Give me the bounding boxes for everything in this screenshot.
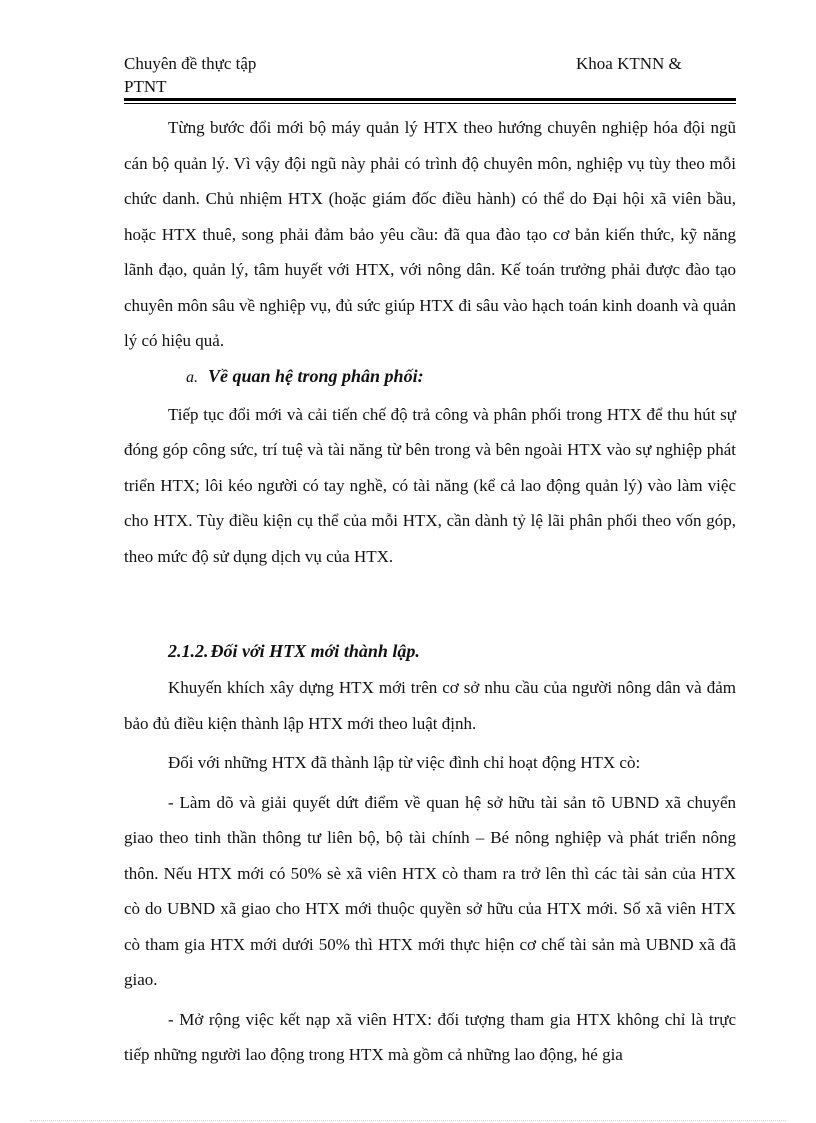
page-bottom-border: [30, 1120, 786, 1121]
section-heading-a-mark: a.: [186, 368, 198, 386]
paragraph-1: Từng bước đổi mới bộ máy quản lý HTX theo hướng chuyên nghiệp hóa đội ngũ cán bộ quản lý. Vì vậy đội ngũ này phải có trình độ chuyên môn, nghiệp vụ tùy theo mỗi chức danh. Chủ nhiệm HTX (hoặc giám đốc điều hành) có thể do Đại hội xã viên bầu, hoặc HTX thuê, song phải đảm bảo yêu cầu: đã qua đào tạo cơ bản kiến thức, kỹ năng lãnh đạo, quản lý, tâm huyết với HTX, với nông dân. Kế toán trưởng phải được đào tạo chuyên môn sâu về nghiệp vụ, đủ sức giúp HTX đi sâu vào hạch toán kinh doanh và quản lý có hiệu quả.: [124, 118, 736, 350]
section-heading-2-1-2: [124, 636, 736, 666]
paragraph-6: - Mở rộng việc kết nạp xã viên HTX: đối tượng tham gia HTX không chỉ là trực tiếp những người lao động trong HTX mà gồm cả những lao động, hé gia: [124, 1009, 736, 1064]
section-heading-a-text: Về quan hệ trong phân phối:: [208, 365, 424, 386]
header-department: Khoa KTNN &: [576, 54, 682, 73]
section-heading-2-1-2-text: Đối với HTX mới thành lập.: [210, 641, 420, 661]
paragraph-3: Khuyến khích xây dựng HTX mới trên cơ sở nhu cầu của người nông dân và đảm bảo đủ điều kiện thành lập HTX mới theo luật định.: [124, 678, 736, 733]
header-title-cont: PTNT: [124, 77, 167, 96]
paragraph-4: Đối với những HTX đã thành lập từ việc đình chỉ hoạt động HTX cò:: [168, 753, 641, 772]
section-heading-2-1-2-number: 2.1.2.: [168, 641, 209, 661]
section-heading-a: [124, 361, 736, 393]
header-rule-thin: [124, 103, 736, 104]
header-title: Chuyên đề thực tập: [124, 54, 257, 73]
paragraph-2: Tiếp tục đổi mới và cải tiến chế độ trả công và phân phối trong HTX để thu hút sự đóng góp công sức, trí tuệ và tài năng từ bên trong và bên ngoài HTX vào sự nghiệp phát triển HTX; lôi kéo người có tay nghề, có tài năng (kể cả lao động quản lý) vào làm việc cho HTX. Tùy điều kiện cụ thể của mỗi HTX, cần dành tỷ lệ lãi phân phối theo vốn góp, theo mức độ sử dụng dịch vụ của HTX.: [124, 404, 736, 566]
paragraph-5: - Làm dõ và giải quyết dứt điểm về quan hệ sở hữu tài sản tõ UBND xã chuyển giao theo tinh thần thông tư liên bộ, bộ tài chính – Bé nông nghiệp và phát triển nông thôn. Nếu HTX mới có 50% sè xã viên HTX cò tham ra trở lên thì các tài sản của HTX cò do UBND xã giao cho HTX mới thuộc quyền sở hữu của HTX mới. Số xã viên HTX cò tham gia HTX mới dưới 50% thì HTX mới thực hiện cơ chế tài sản mà UBND xã đã giao.: [124, 792, 736, 989]
document-body: [124, 110, 736, 1073]
header-rule-thick: [124, 98, 736, 101]
